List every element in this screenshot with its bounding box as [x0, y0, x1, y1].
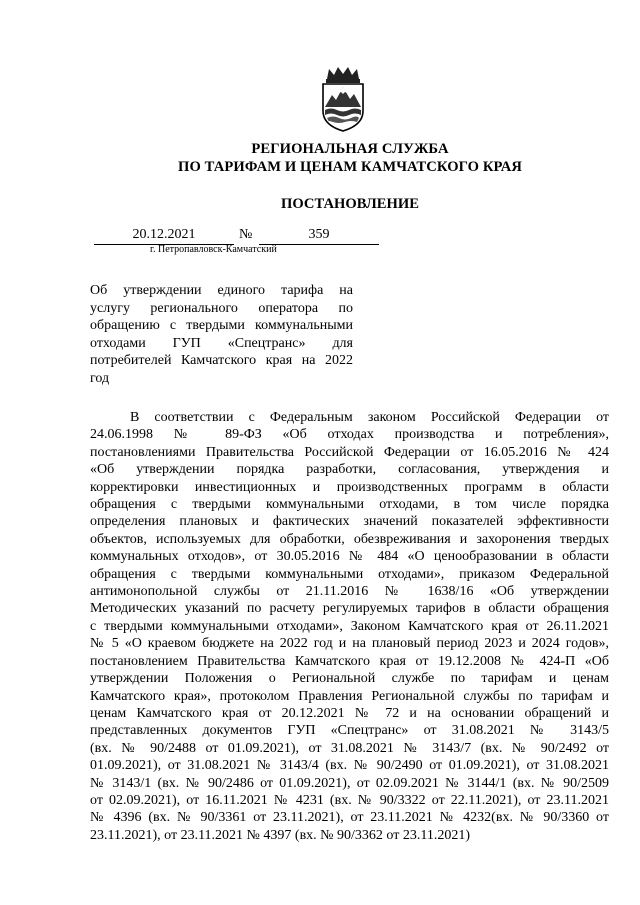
- document-date: 20.12.2021: [94, 226, 234, 245]
- body-line: В соответствии с Федеральным законом Российской Федерации от: [130, 410, 609, 425]
- document-number: 359: [259, 226, 379, 245]
- body-line: (вх. № 90/2488 от 01.09.2021), от 31.08.2021 № 3143/7 (вх. № 90/2492 от: [90, 740, 609, 756]
- body-line: представленных документов ГУП «Спецтранс» от 31.08.2021 № 3143/5: [90, 723, 609, 739]
- subject-line: отходами ГУП «Спецтранс» для: [90, 335, 353, 351]
- body-line: Камчатского края», протоколом Правления Региональной службы по тарифам и: [90, 688, 609, 704]
- subject-line: Об утверждении единого тарифа на: [90, 283, 353, 298]
- body-line: постановлением Правительства Камчатского края от 19.12.2008 № 424-П «Об: [90, 653, 609, 669]
- subject-line: год: [90, 370, 110, 386]
- subject-line: обращению с твердыми коммунальными: [90, 318, 353, 334]
- body-line: от 02.09.2021), от 16.11.2021 № 4231 (вх. № 90/3322 от 22.11.2021), от 23.11.2021: [90, 792, 609, 808]
- body-line: № 5 «О краевом бюджете на 2022 год и на плановый период 2023 и 2024 годов»,: [90, 636, 609, 652]
- number-sign: №: [239, 227, 253, 242]
- document-city: г. Петропавловск-Камчатский: [150, 244, 277, 255]
- kamchatka-coat-of-arms-icon: [319, 65, 367, 133]
- body-line: обращения с твердыми коммунальными отходами», приказом Федеральной: [90, 566, 609, 582]
- body-line: 24.06.1998 № 89-ФЗ «Об отходах производства и потребления»,: [90, 427, 609, 443]
- body-line: № 4396 (вх. № 90/3361 от 23.11.2021), от 23.11.2021 № 4232(вх. № 90/3360 от: [90, 810, 609, 826]
- date-number-line: [94, 226, 384, 244]
- body-line: «Об утверждении порядка разработки, согласования, утверждения и: [90, 462, 609, 478]
- document-subject: [90, 282, 353, 388]
- body-line: обращения с твердыми коммунальными отходами, в том числе порядка: [90, 497, 609, 513]
- document-type-title: ПОСТАНОВЛЕНИЕ: [281, 196, 419, 212]
- body-line: объектов, используемых для обработки, обезвреживания и захоронения твердых: [90, 531, 609, 547]
- body-line: № 3143/1 (вх. № 90/2486 от 01.09.2021), от 02.09.2021 № 3144/1 (вх. № 90/2509: [90, 775, 609, 791]
- document-body-paragraph: [90, 409, 609, 844]
- body-line: Методических указаний по расчету регулируемых тарифов в области обращения: [90, 601, 609, 617]
- body-line: коммунальных отходов», от 30.05.2016 № 484 «О ценообразовании в области: [90, 549, 609, 565]
- subject-line: потребителей Камчатского края на 2022: [90, 353, 353, 369]
- subject-line: услугу регионального оператора по: [90, 300, 353, 316]
- body-line: ценам Камчатского края от 20.12.2021 № 72 и на основании обращений и: [90, 705, 609, 721]
- body-line: определения плановых и фактических значений показателей эффективности: [90, 514, 609, 530]
- body-line: постановлениями Правительства Российской Федерации от 16.05.2016 № 424: [90, 444, 609, 460]
- body-line: 23.11.2021), от 23.11.2021 № 4397 (вх. № 90/3362 от 23.11.2021): [90, 827, 471, 843]
- body-line: с твердыми коммунальными отходами», Законом Камчатского края от 26.11.2021: [90, 618, 609, 634]
- body-line: корректировки инвестиционных и производственных программ в области: [90, 479, 609, 495]
- body-line: антимонопольной службы от 21.11.2016 № 1638/16 «Об утверждении: [90, 584, 609, 600]
- body-line: 01.09.2021), от 31.08.2021 № 3143/4 (вх. № 90/2490 от 01.09.2021), от 31.08.2021: [90, 758, 609, 774]
- organization-name-line-1: РЕГИОНАЛЬНАЯ СЛУЖБА: [251, 141, 449, 157]
- organization-name-line-2: ПО ТАРИФАМ И ЦЕНАМ КАМЧАТСКОГО КРАЯ: [178, 159, 522, 175]
- body-line: утверждении Положения о Региональной службе по тарифам и ценам: [90, 671, 609, 687]
